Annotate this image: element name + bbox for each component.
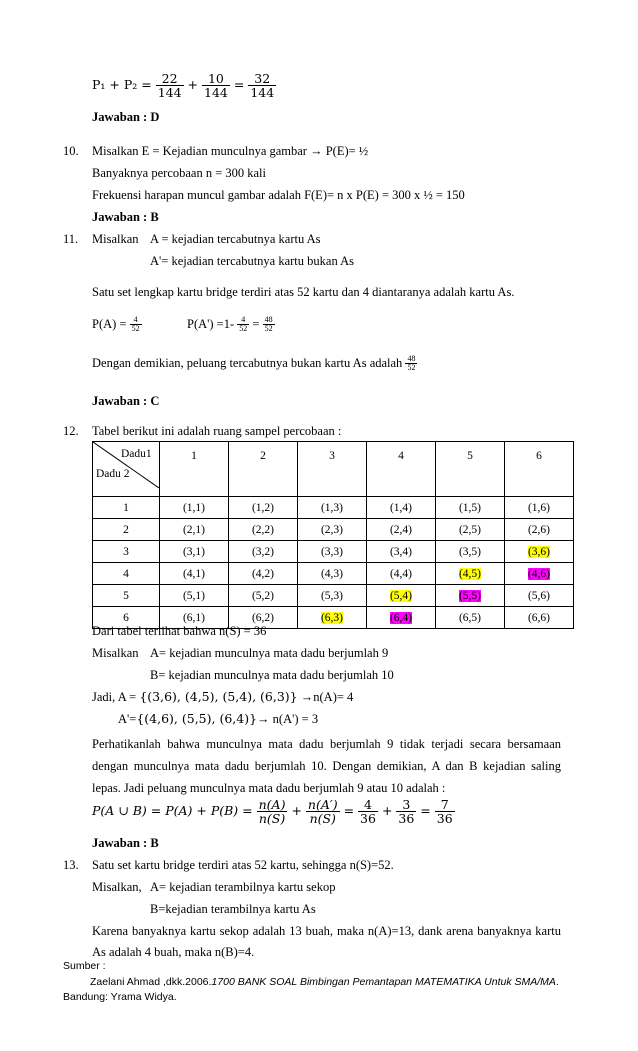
- fraction: $\frac{22}{144}$: [157, 71, 182, 101]
- q12-misalkan: Misalkan: [92, 646, 139, 660]
- q13-para1: Karena banyaknya kartu sekop adalah 13 buah, maka n(A)=13, dank arena banyaknya kartu: [92, 924, 561, 938]
- fraction: $\frac{n(A)}{n(S)}$: [258, 797, 286, 827]
- p1p2-equation: P₁ + P₂ = $\frac{22}{144}$ + $\frac{10}{144}$ = $\frac{32}{144}$: [92, 71, 275, 101]
- column-header: 4: [367, 442, 436, 497]
- q11-a-comp-def: A'= kejadian tercabutnya kartu bukan As: [150, 254, 355, 268]
- table-cell: (1,3): [298, 497, 367, 519]
- table-cell-highlight-yellow: (3,6): [505, 541, 574, 563]
- fraction: $\frac{48}{52}$: [407, 354, 416, 373]
- table-cell-highlight-yellow: (6,3): [298, 607, 367, 629]
- fraction: $\frac{4}{52}$: [239, 315, 248, 334]
- table-row: [93, 519, 574, 541]
- q12-intro: Tabel berikut ini adalah ruang sampel percobaan :: [92, 424, 342, 438]
- table-cell: (5,1): [160, 585, 229, 607]
- q13-a-def: A= kejadian terambilnya kartu sekop: [150, 880, 336, 894]
- row-header: 4: [93, 563, 160, 585]
- row-header: 1: [93, 497, 160, 519]
- q10-line3: Frekuensi harapan muncul gambar adalah F(E)= n x P(E) = 300 x ½ = 150: [92, 188, 465, 202]
- column-header: 2: [229, 442, 298, 497]
- q12-formula: P(A ∪ B) = P(A) + P(B) = $\frac{n(A)}{n(S)}$ + $\frac{n(A')}{n(S)}$ = $\frac{4}{36}$ + $\frac{3}{36}$ = $\frac{7}{36}$: [92, 797, 453, 827]
- q11-a-def: A = kejadian tercabutnya kartu As: [150, 232, 321, 246]
- q11-conclusion: Dengan demikian, peluang tercabutnya bukan kartu As adalah $\frac{48}{52}$: [92, 354, 416, 373]
- q13-para2: As adalah 4 buah, maka n(B)=4.: [92, 945, 255, 959]
- column-header: 6: [505, 442, 574, 497]
- table-cell: (5,2): [229, 585, 298, 607]
- fraction: $\frac{32}{144}$: [250, 71, 275, 101]
- fraction: $\frac{3}{36}$: [398, 797, 415, 827]
- table-cell: (2,2): [229, 519, 298, 541]
- q10-number: 10.: [63, 144, 79, 158]
- fraction: $\frac{7}{36}$: [436, 797, 453, 827]
- table-cell-highlight-magenta: (4,6): [505, 563, 574, 585]
- table-cell: (4,1): [160, 563, 229, 585]
- q11-pac: P(A') =1- $\frac{4}{52}$ = $\frac{48}{52}$: [187, 315, 273, 334]
- table-cell: (1,5): [436, 497, 505, 519]
- q12-para2: dengan munculnya mata dadu berjumlah 10. Dengan demikian, A dan B kejadian saling: [92, 759, 561, 773]
- table-cell: (5,3): [298, 585, 367, 607]
- table-cell: (6,2): [229, 607, 298, 629]
- fraction: $\frac{10}{144}$: [204, 71, 228, 101]
- q11-pa: P(A) = $\frac{4}{52}$: [92, 315, 140, 334]
- fraction: $\frac{n(A')}{n(S)}$: [307, 797, 338, 827]
- table-cell: (2,4): [367, 519, 436, 541]
- q12-a-def: A= kejadian munculnya mata dadu berjumlah 9: [150, 646, 389, 660]
- table-cell: (3,5): [436, 541, 505, 563]
- q11-misalkan: Misalkan: [92, 232, 139, 246]
- column-header: 5: [436, 442, 505, 497]
- corner-label-dadu1: Dadu1: [121, 448, 152, 460]
- q12-number: 12.: [63, 424, 79, 438]
- table-cell-highlight-yellow: (4,5): [436, 563, 505, 585]
- q10-answer: Jawaban : B: [92, 210, 159, 224]
- q13-misalkan: Misalkan,: [92, 880, 142, 894]
- row-header: 6: [93, 607, 160, 629]
- table-cell: (1,6): [505, 497, 574, 519]
- source-publisher: Bandung: Yrama Widya.: [63, 991, 177, 1003]
- q13-number: 13.: [63, 858, 79, 872]
- source-label: Sumber :: [63, 960, 106, 972]
- q12-para3: lepas. Jadi peluang munculnya mata dadu berjumlah 9 atau 10 adalah :: [92, 781, 446, 795]
- table-row: [93, 497, 574, 519]
- table-row: [93, 541, 574, 563]
- table-cell: (2,3): [298, 519, 367, 541]
- table-cell: (4,2): [229, 563, 298, 585]
- table-corner-cell: [93, 442, 160, 497]
- table-cell: (6,5): [436, 607, 505, 629]
- q11-number: 11.: [63, 232, 79, 246]
- table-cell: (1,2): [229, 497, 298, 519]
- table-cell-highlight-magenta: (5,5): [436, 585, 505, 607]
- row-header: 2: [93, 519, 160, 541]
- fraction: $\frac{4}{36}$: [360, 797, 376, 827]
- table-cell: (3,1): [160, 541, 229, 563]
- answer-d: Jawaban : D: [92, 110, 160, 124]
- table-cell: (2,5): [436, 519, 505, 541]
- q11-answer: Jawaban : C: [92, 394, 160, 408]
- fraction: $\frac{48}{52}$: [264, 315, 273, 334]
- table-cell: (1,4): [367, 497, 436, 519]
- q10-line2: Banyaknya percobaan n = 300 kali: [92, 166, 267, 180]
- table-cell: (4,3): [298, 563, 367, 585]
- corner-label-dadu2: Dadu 2: [96, 468, 130, 480]
- fraction: $\frac{4}{52}$: [131, 315, 140, 334]
- table-cell: (5,6): [505, 585, 574, 607]
- row-header: 5: [93, 585, 160, 607]
- q12-set-ac: A'={(4,6), (5,5), (6,4)}→ n(A') = 3: [118, 711, 319, 726]
- table-row: [93, 563, 574, 585]
- q10-line1: Misalkan E = Kejadian munculnya gambar → P(E)= ½: [92, 144, 369, 158]
- q13-line1: Satu set kartu bridge terdiri atas 52 kartu, sehingga n(S)=52.: [92, 858, 394, 872]
- q12-answer: Jawaban : B: [92, 836, 159, 850]
- table-cell: (6,1): [160, 607, 229, 629]
- table-cell: (2,1): [160, 519, 229, 541]
- q11-set-text: Satu set lengkap kartu bridge terdiri atas 52 kartu dan 4 diantaranya adalah kartu As.: [92, 285, 515, 299]
- table-cell: (4,4): [367, 563, 436, 585]
- q12-ns: Dari tabel terlihat bahwa n(S) = 36: [92, 624, 267, 638]
- table-cell: (3,3): [298, 541, 367, 563]
- column-header: 1: [160, 442, 229, 497]
- table-cell: (1,1): [160, 497, 229, 519]
- table-cell-highlight-magenta: (6,4): [367, 607, 436, 629]
- table-row: [93, 585, 574, 607]
- table-cell-highlight-yellow: (5,4): [367, 585, 436, 607]
- table-cell: (6,6): [505, 607, 574, 629]
- q12-para1: Perhatikanlah bahwa munculnya mata dadu berjumlah 9 tidak terjadi secara bersamaan: [92, 737, 561, 751]
- column-header: 3: [298, 442, 367, 497]
- q12-set-a: Jadi, A = {(3,6), (4,5), (5,4), (6,3)} →n(A)= 4: [92, 689, 354, 704]
- table-cell: (3,4): [367, 541, 436, 563]
- table-cell: (2,6): [505, 519, 574, 541]
- table-cell: (3,2): [229, 541, 298, 563]
- sample-space-table: [92, 441, 574, 629]
- q12-b-def: B= kejadian munculnya mata dadu berjumlah 10: [150, 668, 394, 682]
- source-citation: Zaelani Ahmad ,dkk.2006.1700 BANK SOAL Bimbingan Pemantapan MATEMATIKA Untuk SMA/MA.: [90, 976, 559, 988]
- q13-b-def: B=kejadian terambilnya kartu As: [150, 902, 316, 916]
- row-header: 3: [93, 541, 160, 563]
